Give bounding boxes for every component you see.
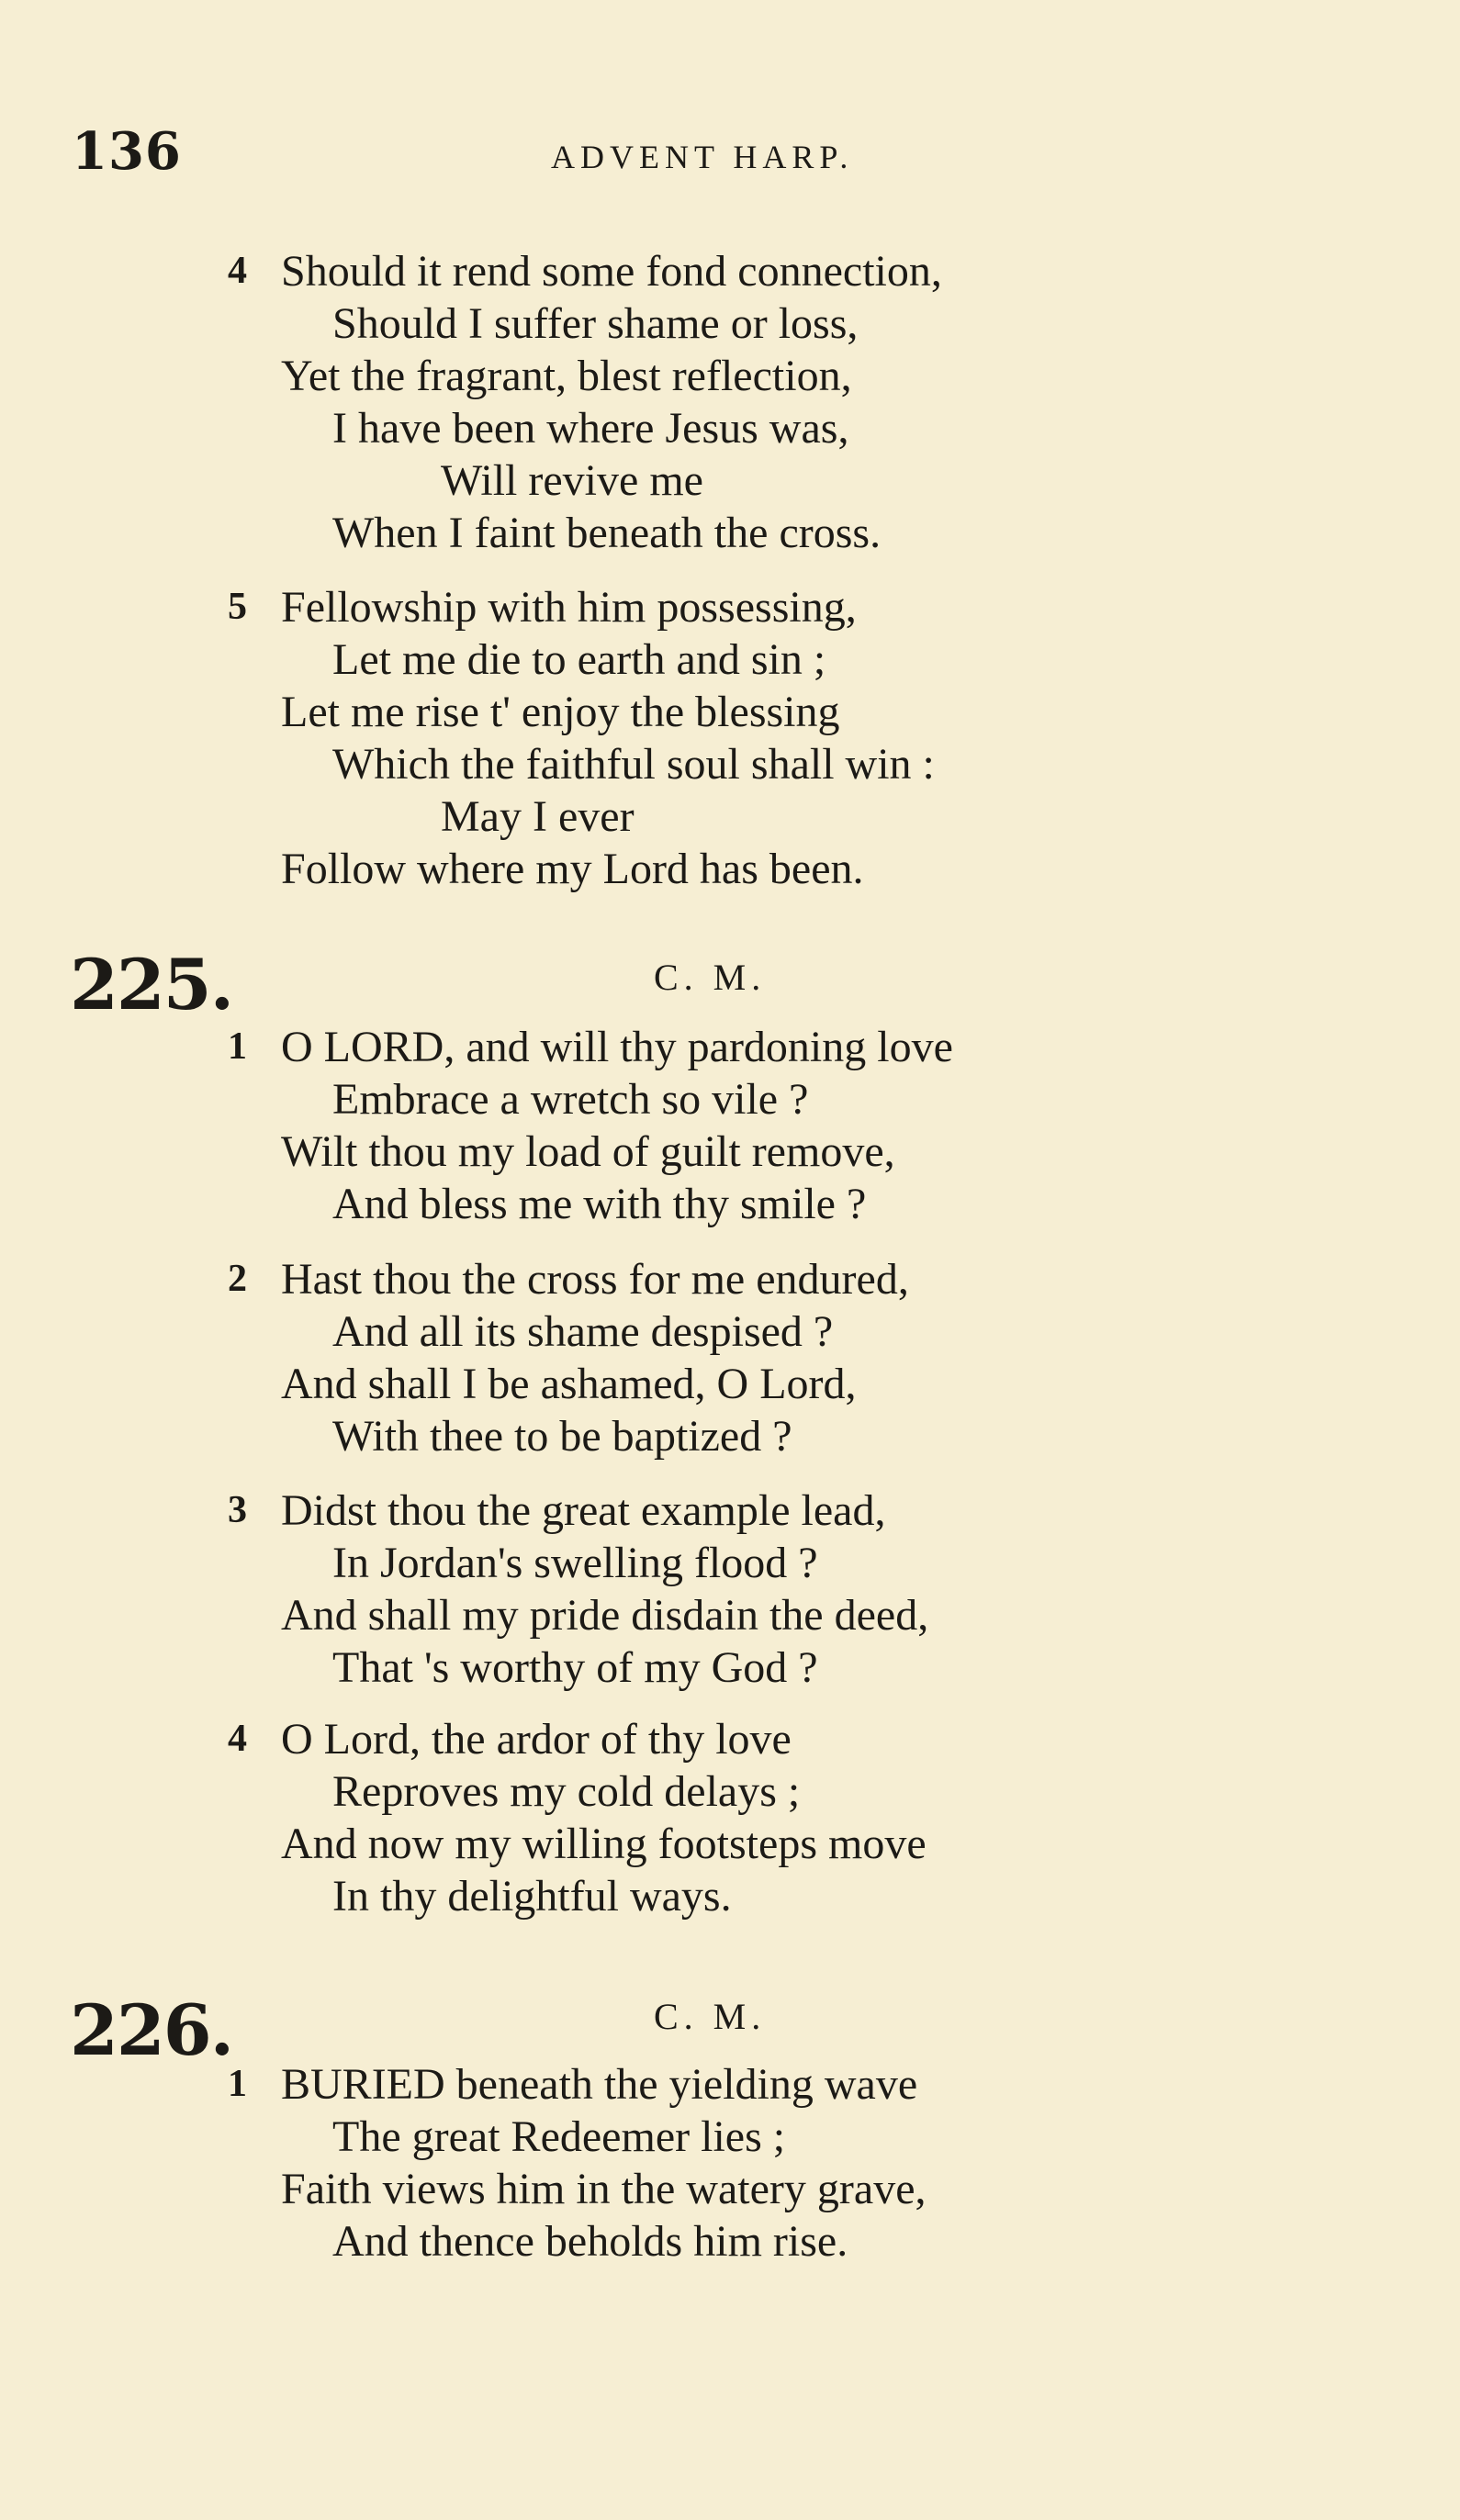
verse-line: And shall my pride disdain the deed, bbox=[281, 1591, 929, 1640]
verse-line: Let me rise t' enjoy the blessing bbox=[281, 688, 840, 736]
verse-line: Fellowship with him possessing, bbox=[281, 583, 857, 632]
verse-line: Hast thou the cross for me endured, bbox=[281, 1255, 909, 1304]
verse-line: In thy delightful ways. bbox=[332, 1872, 732, 1921]
verse-number: 1 bbox=[228, 1025, 247, 1068]
verse-number: 5 bbox=[228, 586, 247, 628]
verse-line: In Jordan's swelling flood ? bbox=[332, 1539, 818, 1587]
verse-line: And shall I be ashamed, O Lord, bbox=[281, 1360, 857, 1408]
hymn-number-225: 225. bbox=[70, 944, 233, 1025]
verse-line: With thee to be baptized ? bbox=[332, 1412, 792, 1461]
verse-line: And now my willing footsteps move bbox=[281, 1820, 927, 1868]
verse-line: Embrace a wretch so vile ? bbox=[332, 1075, 809, 1124]
verse-line: O LORD, and will thy pardoning love bbox=[281, 1023, 953, 1071]
verse-number: 4 bbox=[228, 250, 247, 292]
verse-line: Faith views him in the watery grave, bbox=[281, 2165, 927, 2213]
verse-line: Let me die to earth and sin ; bbox=[332, 635, 826, 684]
verse-line: Should I suffer shame or loss, bbox=[332, 299, 859, 348]
verse-number: 1 bbox=[228, 2063, 247, 2105]
verse-line: BURIED beneath the yielding wave bbox=[281, 2060, 918, 2109]
verse-line: And thence beholds him rise. bbox=[332, 2217, 848, 2266]
verse-line: And bless me with thy smile ? bbox=[332, 1180, 867, 1228]
verse-line: When I faint beneath the cross. bbox=[332, 509, 882, 557]
verse-line: Reproves my cold delays ; bbox=[332, 1767, 801, 1816]
page-number: 136 bbox=[72, 121, 182, 182]
verse-line: Wilt thou my load of guilt remove, bbox=[281, 1127, 895, 1176]
verse-line: Yet the fragrant, blest reflection, bbox=[281, 352, 852, 400]
verse-line: Will revive me bbox=[441, 456, 703, 505]
verse-line: The great Redeemer lies ; bbox=[332, 2112, 786, 2161]
verse-number: 2 bbox=[228, 1258, 247, 1300]
verse-line: I have been where Jesus was, bbox=[332, 404, 849, 453]
verse-line: And all its shame despised ? bbox=[332, 1307, 834, 1356]
verse-line: Which the faithful soul shall win : bbox=[332, 740, 935, 789]
verse-line: Follow where my Lord has been. bbox=[281, 845, 864, 893]
verse-line: Didst thou the great example lead, bbox=[281, 1486, 886, 1535]
verse-line: May I ever bbox=[441, 792, 635, 841]
verse-number: 3 bbox=[228, 1489, 247, 1531]
verse-line: That 's worthy of my God ? bbox=[332, 1643, 818, 1692]
verse-line: Should it rend some fond connection, bbox=[281, 247, 942, 296]
verse-number: 4 bbox=[228, 1718, 247, 1760]
running-head: ADVENT HARP. bbox=[551, 139, 854, 175]
meter-226: C. M. bbox=[654, 1996, 767, 2037]
hymn-number-226: 226. bbox=[70, 1989, 233, 2071]
verse-line: O Lord, the ardor of thy love bbox=[281, 1715, 792, 1764]
meter-225: C. M. bbox=[654, 957, 767, 998]
